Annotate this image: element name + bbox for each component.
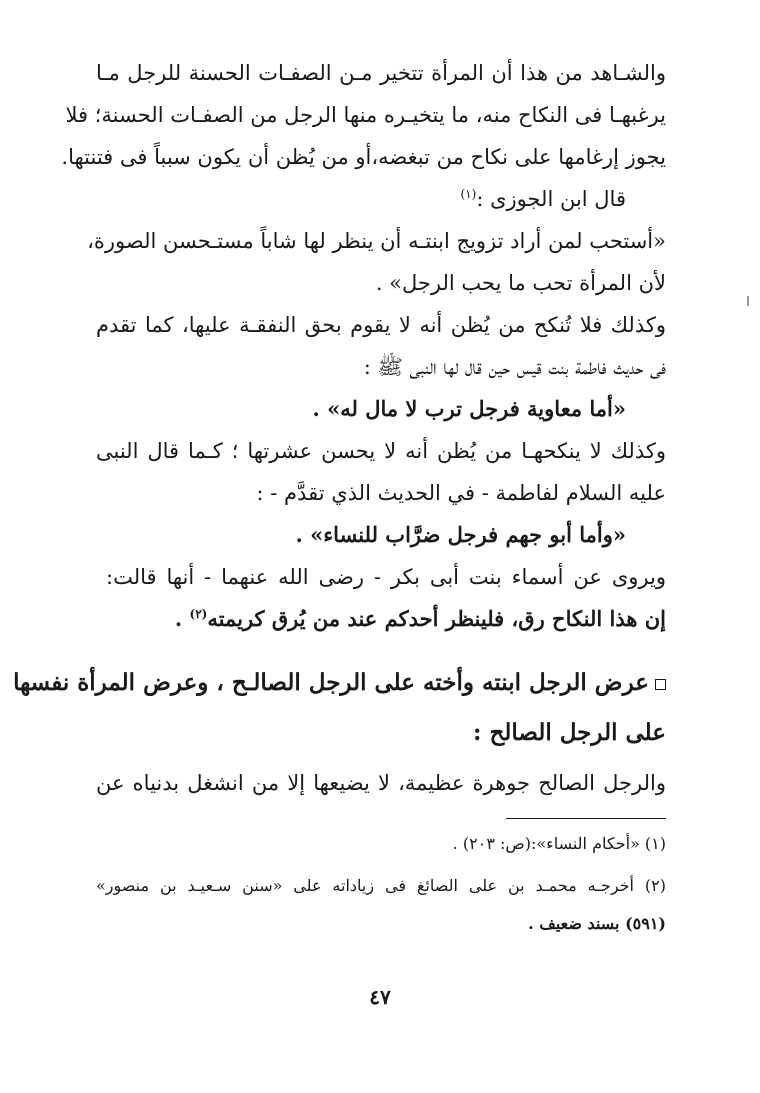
paragraph-10-line-1: والرجل الصالح جوهرة عظيمة، لا يضيعها إلا من انشغل بدنياه عن — [96, 771, 666, 795]
page-number: ٤٧ — [369, 985, 391, 1009]
footnote-ref-2: (٢) — [189, 607, 208, 621]
paragraph-2-line-1 — [96, 184, 626, 214]
footnote-1: (١) «أحكام النساء»:(ص: ٢٠٣) . — [452, 834, 666, 853]
footnote-2-line-1: (٢) أخرجـه محمـد بن على الصائغ فى زياداته على «سنن سـعيـد بن منصور» — [96, 876, 666, 895]
scan-edge-mark — [747, 296, 749, 306]
section-heading-text: عرض الرجل ابنته وأخته على الرجل الصالـح ، وعرض المرأة نفسها — [13, 669, 649, 696]
paragraph-6-line-1: وكذلك لا ينكحهـا من يُظن أنه لا يحسن عشرتها ؛ كـما قال النبى — [96, 439, 666, 463]
section-heading-line-2: على الرجل الصالح : — [473, 719, 666, 746]
paragraph-1-line-2: يرغبهـا فى النكاح منه، ما يتخيـره منها الرجل من الصفـات الحسنة؛ فلا — [65, 103, 666, 127]
square-bullet-icon — [655, 679, 666, 690]
asma-quote-text: إن هذا النكاح رق، فلينظر أحدكم عند من يُرق كريمته — [207, 606, 666, 631]
paragraph-4-line-2: فى حديث فاطمة بنت قيس حين قال لها النبى ﷺ : — [363, 355, 666, 379]
paragraph-1-line-1: والشـاهد من هذا أن المرأة تتخير مـن الصفـات الحسنة للرجل مـا — [96, 61, 666, 85]
ibn-jawzi-intro: قال ابن الجوزى : — [476, 187, 626, 211]
paragraph-4-line-1: وكذلك فلا تُنكح من يُظن أنه لا يقوم بحق النفقـة عليها، كما تقدم — [96, 313, 666, 337]
footnote-separator — [506, 818, 666, 819]
asma-quote — [96, 604, 666, 634]
paragraph-6-line-2: عليه السلام لفاطمة - في الحديث الذي تقدَّم - : — [256, 481, 666, 505]
footnote-ref-1: (١) — [460, 187, 477, 201]
quote-1-line-2: لأن المرأة تحب ما يحب الرجل» . — [375, 271, 666, 295]
paragraph-1-line-3: يجوز إرغامها على نكاح من تبغضه،أو من يُظن أن يكون سبباً فى فتنتها. — [61, 145, 666, 169]
paragraph-8-line-1: ويروى عن أسماء بنت أبى بكر - رضى الله عنهما - أنها قالت: — [106, 565, 666, 589]
footnote-2-line-2: (٥٩١) بسند ضعيف . — [528, 914, 666, 933]
hadith-quote-muawiya: «أما معاوية فرجل ترب لا مال له» . — [312, 396, 626, 421]
quote-1-line-1: «أستحب لمن أراد تزويج ابنتـه أن ينظر لها شاباً مستـحسن الصورة، — [87, 229, 666, 253]
hadith-quote-abu-jahm: «وأما أبو جهم فرجل ضرَّاب للنساء» . — [295, 522, 626, 547]
asma-quote-tail: . — [174, 606, 190, 631]
section-heading-line-1 — [13, 666, 666, 700]
